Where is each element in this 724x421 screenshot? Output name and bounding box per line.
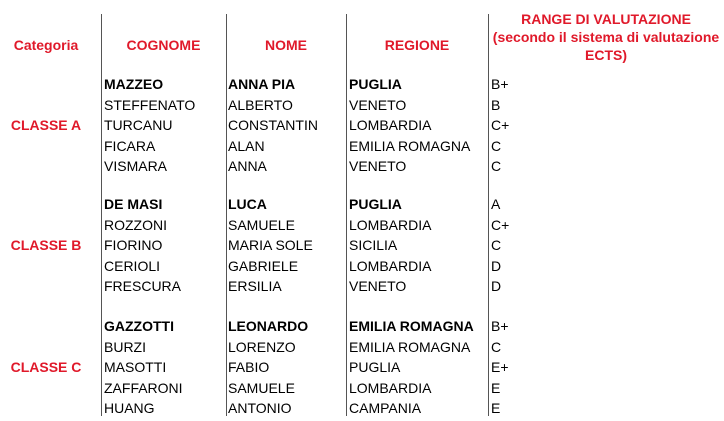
class-label: CLASSE C (10, 359, 82, 375)
cell-range: D (491, 278, 502, 294)
cell-cognome: ROZZONI (104, 216, 167, 233)
cell-cognome: FICARA (104, 137, 156, 154)
class-label: CLASSE B (10, 237, 82, 253)
cell-regione: VENETO (349, 158, 407, 174)
cell-range: E (491, 379, 501, 396)
cell-range: B+ (491, 76, 509, 92)
cell-cognome: FIORINO (104, 237, 163, 253)
cell-nome: SAMUELE (228, 379, 295, 396)
cell-regione: LOMBARDIA (349, 379, 432, 396)
cell-regione: LOMBARDIA (349, 257, 432, 274)
cell-regione: SICILIA (349, 237, 398, 253)
cell-nome: GABRIELE (228, 257, 299, 274)
cell-range: A (491, 196, 501, 212)
header-cognome: COGNOME (126, 37, 201, 53)
cell-range: B (491, 96, 501, 113)
cell-regione: PUGLIA (349, 196, 402, 212)
cell-cognome: DE MASI (104, 196, 163, 212)
column-divider-3 (346, 14, 347, 416)
cell-nome: ANNA (228, 158, 267, 174)
cell-regione: VENETO (349, 96, 407, 113)
cell-nome: ALAN (228, 137, 265, 154)
cell-nome: ERSILIA (228, 278, 282, 294)
header-range: RANGE DI VALUTAZIONE (secondo il sistema di valutazione ECTS) (492, 11, 720, 63)
cell-range: E+ (491, 359, 509, 375)
cell-range: C (491, 237, 502, 253)
class-label: CLASSE A (10, 117, 82, 133)
cell-cognome: GAZZOTTI (104, 318, 174, 334)
cell-cognome: MAZZEO (104, 76, 164, 92)
cell-nome: LUCA (228, 196, 267, 212)
cell-nome: LORENZO (228, 338, 296, 355)
cell-range: C+ (491, 117, 510, 133)
cell-nome: MARIA SOLE (228, 237, 313, 253)
header-categoria: Categoria (13, 37, 79, 53)
column-divider-1 (101, 14, 102, 416)
header-regione: REGIONE (384, 37, 450, 53)
cell-regione: PUGLIA (349, 76, 402, 92)
cell-regione: PUGLIA (349, 359, 401, 375)
cell-nome: ANTONIO (228, 400, 292, 416)
cell-nome: ALBERTO (228, 96, 293, 113)
header-nome: NOME (265, 37, 307, 53)
cell-cognome: BURZI (104, 338, 146, 355)
cell-nome: SAMUELE (228, 216, 295, 233)
cell-range: C (491, 338, 502, 355)
cell-range: B+ (491, 318, 509, 334)
cell-nome: FABIO (228, 359, 270, 375)
cell-cognome: CERIOLI (104, 257, 161, 274)
cell-cognome: TURCANU (104, 117, 173, 133)
cell-regione: CAMPANIA (349, 400, 422, 416)
cell-range: C (491, 158, 502, 174)
cell-range: C+ (491, 216, 510, 233)
cell-cognome: HUANG (104, 400, 155, 416)
cell-nome: CONSTANTIN (228, 117, 318, 133)
cell-range: C (491, 137, 502, 154)
cell-regione: EMILIA ROMAGNA (349, 338, 471, 355)
cell-regione: EMILIA ROMAGNA (349, 137, 471, 154)
cell-range: E (491, 400, 501, 416)
cell-cognome: VISMARA (104, 158, 168, 174)
cell-range: D (491, 257, 502, 274)
cell-cognome: FRESCURA (104, 278, 182, 294)
cell-regione: LOMBARDIA (349, 117, 432, 133)
cell-regione: EMILIA ROMAGNA (349, 318, 474, 334)
cell-nome: ANNA PIA (228, 76, 296, 92)
cell-cognome: STEFFENATO (104, 96, 196, 113)
cell-nome: LEONARDO (228, 318, 309, 334)
column-divider-4 (488, 14, 489, 416)
cell-regione: VENETO (349, 278, 407, 294)
column-divider-2 (226, 14, 227, 416)
cell-cognome: ZAFFARONI (104, 379, 183, 396)
cell-regione: LOMBARDIA (349, 216, 432, 233)
cell-cognome: MASOTTI (104, 359, 167, 375)
